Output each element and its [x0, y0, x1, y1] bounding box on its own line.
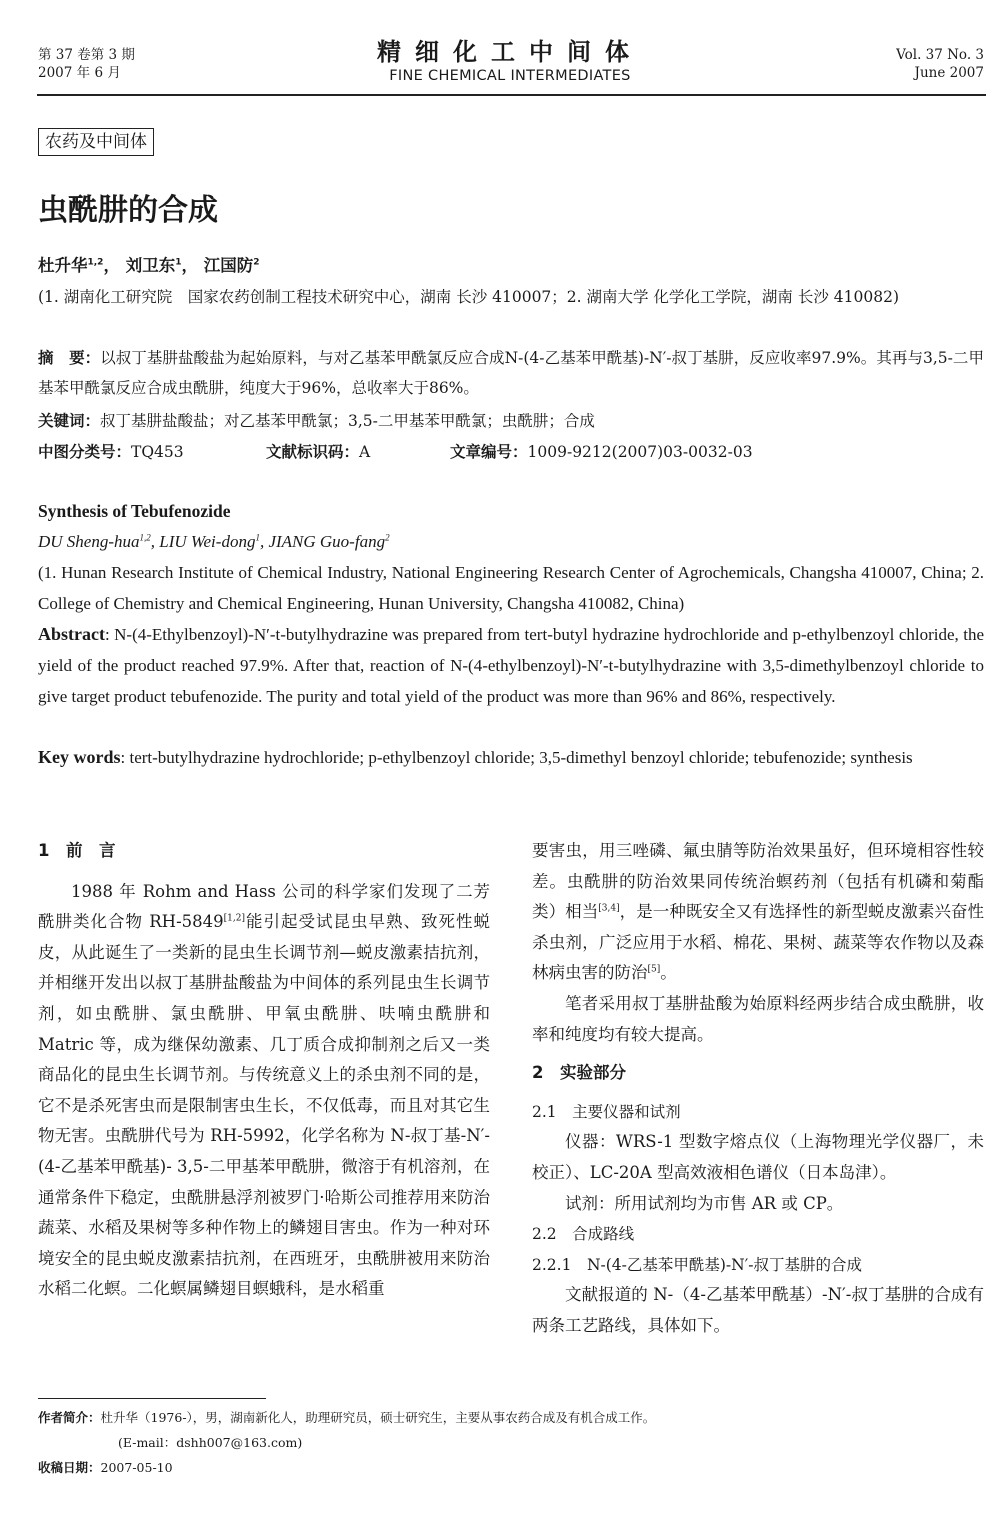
author-email: (E-mail：dshh007@163.com)	[118, 1435, 303, 1450]
reagents-paragraph: 试剂：所用试剂均为市售 AR 或 CP。	[565, 1193, 844, 1213]
article-no-label: 文章编号：	[450, 443, 528, 461]
keywords-en-text: : tert-butylhydrazine hydrochloride; p-ethylbenzoyl chloride; 3,5-dimethyl benzoyl chloride; tebufenozide; synthesis	[120, 748, 913, 767]
journal-title-cn: 精细化工中间体	[377, 37, 643, 66]
citation-1-2: [1,2]	[223, 913, 245, 924]
classification-line	[38, 441, 984, 463]
author-1-en: DU Sheng-hua	[38, 532, 140, 551]
footnote-rule	[38, 1398, 266, 1399]
author-sep: ，	[181, 256, 198, 275]
route-paragraph: 文献报道的 N-（4-乙基苯甲酰基）-N′-叔丁基肼的合成有两条工艺路线，具体如下。	[532, 1285, 984, 1335]
intro-paragraph-2: 笔者采用叔丁基肼盐酸为始原料经两步结合成虫酰肼，收率和纯度均有较大提高。	[532, 993, 984, 1044]
intro-paragraph-cont	[532, 836, 984, 989]
author-sep: ，	[103, 256, 120, 275]
affiliation-en: (1. Hunan Research Institute of Chemical Industry, National Engineering Research Center of Agrochemicals, Changsha 410007, China; 2. College of Chemistry and Chemical Engineering, Hunan University, Changsha 410082, China)	[38, 563, 984, 613]
author-1: 杜升华	[38, 256, 88, 275]
authors-cn	[38, 255, 259, 277]
section-2-1-heading: 2.1 主要仪器和试剂	[532, 1102, 681, 1121]
column-tag: 农药及中间体	[38, 128, 154, 156]
abstract-en-label: Abstract	[38, 624, 105, 644]
received-label: 收稿日期：	[38, 1460, 101, 1475]
abstract-cn-label: 摘 要：	[38, 349, 101, 367]
date-cn: 2007 年 6 月	[38, 65, 121, 81]
author-2-affil: 1	[175, 257, 182, 268]
author-3-affil: 2	[253, 257, 260, 268]
section-1-heading: 1 前 言	[38, 841, 116, 860]
section-2-2-1-heading: 2.2.1 N-(4-乙基苯甲酰基)-N′-叔丁基肼的合成	[532, 1255, 862, 1274]
clc-value: TQ453	[131, 443, 184, 461]
keywords-en	[38, 742, 984, 773]
received-date	[38, 1459, 173, 1477]
abstract-en-text: : N-(4-Ethylbenzoyl)-N′-t-butylhydrazine was prepared from tert-butyl hydrazine hydrochloride and p-ethylbenzoyl chloride, the yield of the product reached 97.9%. After that, reaction of N-(4-ethylbenzoyl)-N′-t-butylhydrazine with 3,5-dimethylbenzoyl chloride to give target product tebufenozide. The purity and total yield of the product was more than 96% and 86%, respectively.	[38, 625, 984, 706]
date-en: June 2007	[914, 65, 984, 81]
journal-masthead	[300, 38, 720, 86]
author-bio	[38, 1409, 984, 1427]
instruments-paragraph: 仪器：WRS-1 型数字熔点仪（上海物理光学仪器厂，未校正）、LC-20A 型高效液相色谱仪（日本岛津）。	[532, 1132, 984, 1182]
intro-text-a: 1988 年 Rohm and Hass 公司的科学家们发现了二芳酰肼类化合物 RH-5849	[38, 881, 490, 932]
author-3-en-affil: 2	[385, 532, 390, 543]
issue-info	[38, 46, 135, 82]
volume-issue-en: Vol. 37 No. 3	[896, 47, 984, 63]
keywords-cn-label: 关键词：	[38, 412, 101, 430]
author-bio-text: 杜升华（1976-），男，湖南新化人，助理研究员，硕士研究生，主要从事农药合成及有机合成工作。	[100, 1410, 656, 1425]
author-3-en: JIANG Guo-fang	[268, 532, 386, 551]
author-1-affil: 1,2	[87, 257, 104, 268]
author-3: 江国防	[203, 256, 254, 275]
author-bio-label: 作者简介：	[38, 1410, 101, 1425]
issue-info-en	[896, 46, 984, 82]
keywords-en-label: Key words	[38, 747, 121, 767]
received-value: 2007-05-10	[100, 1460, 173, 1475]
clc-label: 中图分类号：	[38, 443, 132, 461]
intro-text-d: ，是一种既安全又有选择性的新型蜕皮激素兴奋性杀虫剂，广泛应用于水稻、棉花、果树、蔬菜等农作物以及森林病虫害的防治	[532, 902, 985, 983]
intro-text-b: 能引起受试昆虫早熟、致死性蜕皮，从此诞生了一类新的昆虫生长调节剂—蜕皮激素拮抗剂，并相继开发出以叔丁基肼盐酸盐为中间体的系列昆虫生长调节剂，如虫酰肼、氯虫酰肼、甲氧虫酰肼、呋喃虫酰肼和 Matric 等，成为继保幼激素、几丁质合成抑制剂之后又一类商品化的昆虫生长调节剂。与传统意义上的杀虫剂不同的是，它不是杀死害虫而是限制害虫生长，不仅低毒，而且对其它生物无害。虫酰肼代号为 RH-5992，化学名称为 N-叔丁基-N′-(4-乙基苯甲酰基)- 3,5-二甲基苯甲酰肼，微溶于有机溶剂，在通常条件下稳定，虫酰肼悬浮剂被罗门·哈斯公司推荐用来防治蔬菜、水稻及果树等多种作物上的鳞翅目害虫。作为一种对环境安全的昆虫蜕皮激素拮抗剂，在西班牙，虫酰肼被用来防治水稻二化螟。二化螟属鳞翅目螟蛾科，是水稻重	[38, 912, 491, 1299]
article-title-cn: 虫酰肼的合成	[38, 193, 218, 228]
affiliation-cn: (1. 湖南化工研究院 国家农药创制工程技术研究中心，湖南 长沙 410007；2. 湖南大学 化学化工学院，湖南 长沙 410082)	[38, 288, 900, 306]
citation-3-4: [3,4]	[598, 903, 620, 914]
author-2: 刘卫东	[125, 256, 176, 275]
author-2-en-affil: 1	[255, 532, 260, 543]
section-2-2-heading: 2.2 合成路线	[532, 1225, 635, 1244]
intro-text-e: 。	[660, 963, 677, 983]
author-1-en-affil: 1,2	[139, 532, 151, 543]
keywords-cn-text: 叔丁基肼盐酸盐；对乙基苯甲酰氯；3,5-二甲基苯甲酰氯；虫酰肼；合成	[100, 412, 595, 430]
article-no-value: 1009-9212(2007)03-0032-03	[527, 443, 753, 461]
author-2-en: LIU Wei-dong	[159, 532, 256, 551]
doc-code-value: A	[359, 443, 371, 461]
volume-issue-cn: 第 37 卷第 3 期	[38, 47, 135, 63]
abstract-cn-text: 以叔丁基肼盐酸盐为起始原料，与对乙基苯甲酰氯反应合成N-(4-乙基苯甲酰基)-N′-叔丁基肼，反应收率97.9%。其再与3,5-二甲基苯甲酰氯反应合成虫酰肼，纯度大于96%，总收率大于86%。	[38, 349, 984, 397]
keywords-cn	[38, 406, 984, 436]
intro-paragraph	[38, 877, 490, 1305]
header-rule	[37, 94, 986, 96]
authors-en: DU Sheng-hua$^{1,2}$, LIU Wei-dong$^1$, JIANG Guo-fang$^2$	[38, 532, 390, 551]
left-column	[38, 836, 490, 1305]
intro-text-c: 要害虫，用三唑磷、氟虫腈等防治效果虽好，但环境相容性较差。虫酰肼的防治效果同传统治螟药剂（包括有机磷和菊酯类）相当	[532, 841, 984, 922]
article-title-en: Synthesis of Tebufenozide	[38, 501, 231, 521]
abstract-cn	[38, 343, 984, 403]
citation-5: [5]	[647, 964, 661, 975]
doc-code-label: 文献标识码：	[266, 443, 360, 461]
section-2-heading: 2 实验部分	[532, 1063, 626, 1083]
abstract-en	[38, 619, 984, 712]
journal-title-en: FINE CHEMICAL INTERMEDIATES	[389, 68, 631, 84]
right-column	[532, 836, 984, 1342]
